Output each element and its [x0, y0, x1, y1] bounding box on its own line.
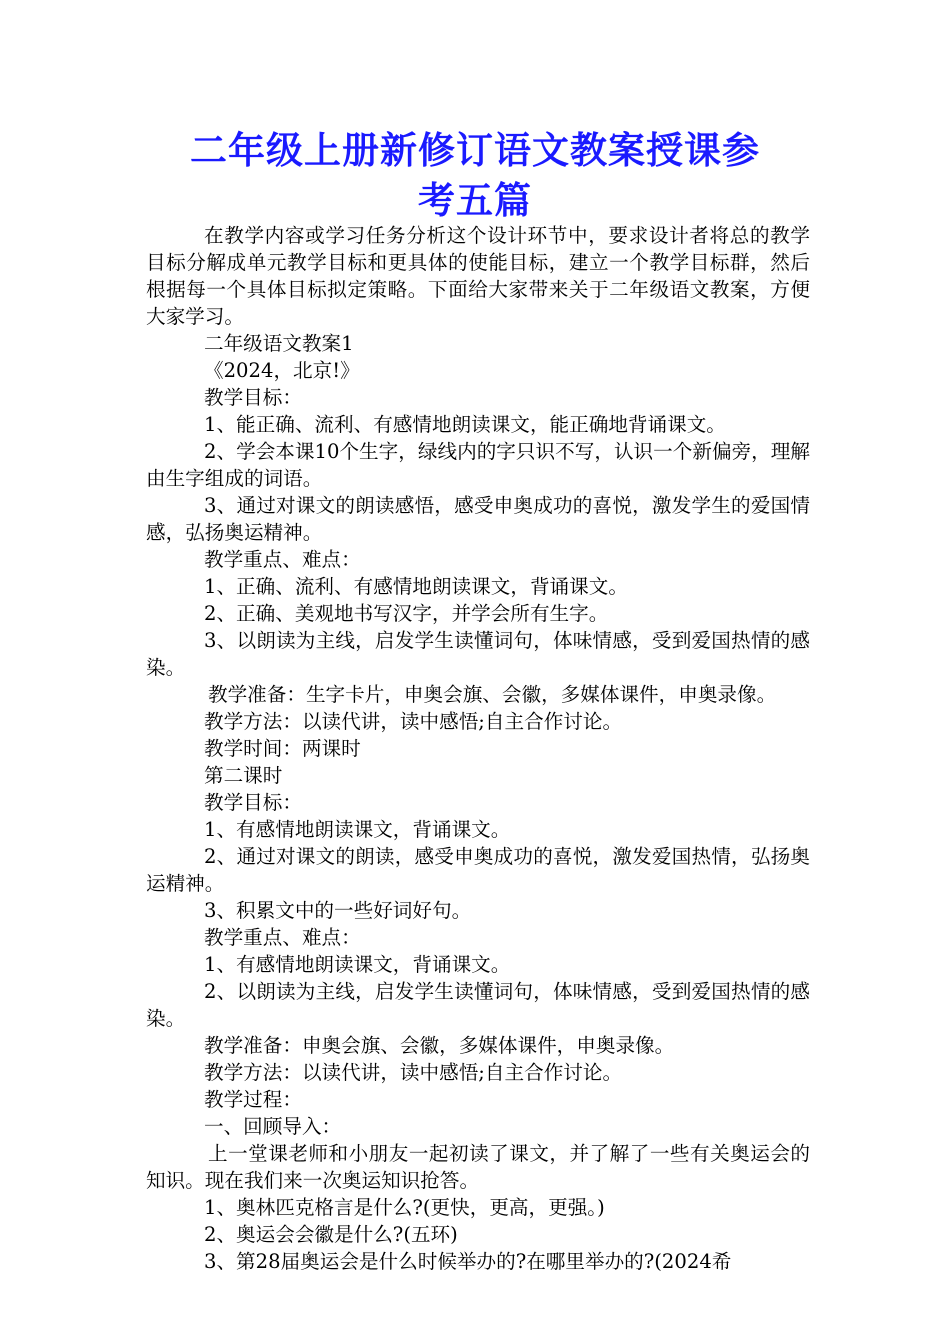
goal2-item-2: 2、通过对课文的朗读，感受申奥成功的喜悦，激发爱国热情，弘扬奥运精神。 — [146, 845, 810, 895]
title-line-1: 二年级上册新修订语文教案授课参 — [190, 129, 760, 172]
document-body — [146, 222, 810, 1275]
process-step-1: 一、回顾导入： — [204, 1115, 342, 1138]
heading-key-points: 教学重点、难点： — [204, 548, 361, 571]
quiz-question-2: 2、奥运会会徽是什么?(五环) — [204, 1223, 458, 1246]
goal-item-1: 1、能正确、流利、有感情地朗读课文，能正确地背诵课文。 — [204, 413, 726, 436]
key-point2-1: 1、有感情地朗读课文，背诵课文。 — [204, 953, 511, 976]
quiz-question-1: 1、奥林匹克格言是什么?(更快，更高，更强。) — [204, 1196, 605, 1219]
goal2-item-1: 1、有感情地朗读课文，背诵课文。 — [204, 818, 511, 841]
key-point2-2: 2、以朗读为主线，启发学生读懂词句，体味情感，受到爱国热情的感染。 — [146, 980, 810, 1030]
teaching-time: 教学时间：两课时 — [204, 737, 361, 760]
teaching-preparation: 教学准备：生字卡片，申奥会旗、会徽，多媒体课件，申奥录像。 — [208, 683, 777, 706]
teaching-preparation-2: 教学准备：申奥会旗、会徽，多媒体课件，申奥录像。 — [204, 1034, 675, 1057]
process-review-paragraph: 上一堂课老师和小朋友一起初读了课文，并了解了一些有关奥运会的知识。现在我们来一次奥运知识抢答。 — [146, 1142, 810, 1192]
teaching-method: 教学方法：以读代讲，读中感悟;自主合作讨论。 — [204, 710, 623, 733]
goal-item-2: 2、学会本课10个生字，绿线内的字只识不写，认识一个新偏旁，理解由生字组成的词语。 — [146, 440, 810, 490]
goal-item-3: 3、通过对课文的朗读感悟，感受申奥成功的喜悦，激发学生的爱国情感，弘扬奥运精神。 — [146, 494, 810, 544]
title-line-2: 考五篇 — [418, 179, 532, 222]
key-point-2: 2、正确、美观地书写汉字，并学会所有生字。 — [204, 602, 609, 625]
document-title — [120, 126, 830, 226]
teaching-method-2: 教学方法：以读代讲，读中感悟;自主合作讨论。 — [204, 1061, 623, 1084]
quiz-question-3: 3、第28届奥运会是什么时候举办的?在哪里举办的?(2024希 — [204, 1250, 732, 1273]
lesson-title: 《2024，北京!》 — [204, 359, 360, 382]
heading-key-points-2: 教学重点、难点： — [204, 926, 361, 949]
intro-paragraph: 在教学内容或学习任务分析这个设计环节中，要求设计者将总的教学目标分解成单元教学目标和更具体的使能目标，建立一个教学目标群，然后根据每一个具体目标拟定策略。下面给大家带来关于二年级语文教案，方便大家学习。 — [146, 224, 810, 328]
heading-teaching-goals: 教学目标： — [204, 386, 302, 409]
key-point-3: 3、以朗读为主线，启发学生读懂词句，体味情感，受到爱国热情的感染。 — [146, 629, 810, 679]
second-lesson-heading: 第二课时 — [204, 764, 283, 787]
key-point-1: 1、正确、流利、有感情地朗读课文，背诵课文。 — [204, 575, 628, 598]
section-heading-lesson-1: 二年级语文教案1 — [204, 332, 354, 355]
heading-teaching-process: 教学过程： — [204, 1088, 302, 1111]
heading-teaching-goals-2: 教学目标： — [204, 791, 302, 814]
goal2-item-3: 3、积累文中的一些好词好句。 — [204, 899, 472, 922]
